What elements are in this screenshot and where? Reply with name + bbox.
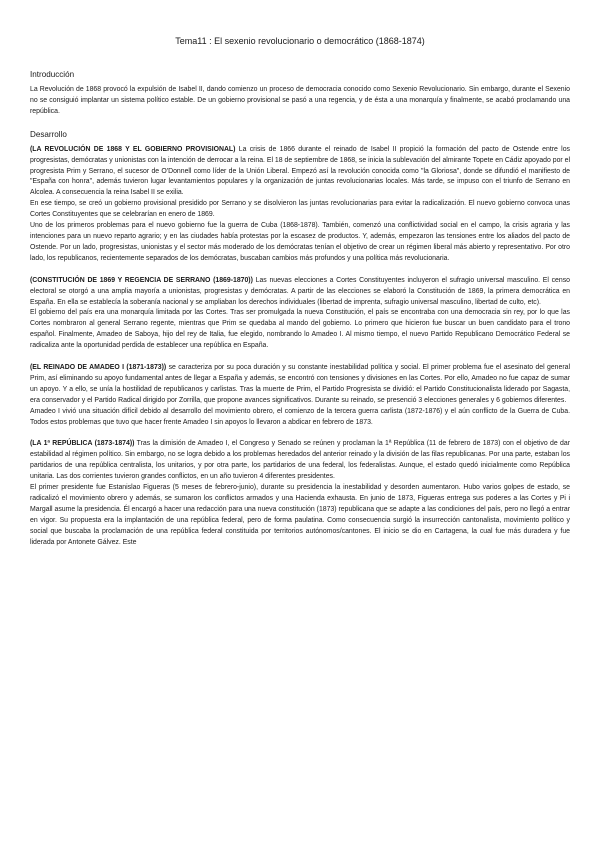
section-2-paragraph-1 [30, 276, 570, 309]
section-2-paragraph-2: El gobierno del país era una monarquía limitada por las Cortes. Tras ser promulgada la nueva Constitución, el país se encontraba con una democracia sin rey, por lo que las Cortes nombraron al general Serrano regente, mientras que Prim se quedaba al mando del gobierno. Lo primero que hicieron fue buscar un buen candidato para el trono español. Finalmente, Amadeo de Saboya, hijo del rey de Italia, fue elegido, nombrando lo Amadeo I. Al mismo tiempo, el nuevo Partido Republicano Democrático Federal se radicaliza ante la oportunidad perdida de establecer una república en España. [30, 309, 570, 350]
intro-heading: Introducción [30, 70, 75, 79]
document-title: Tema11 : El sexenio revolucionario o democrático (1868-1874) [175, 36, 425, 46]
section-3-paragraph-1 [30, 363, 570, 407]
section-4-lead: (LA 1ª REPÚBLICA (1873-1874)) [30, 440, 135, 448]
section-1-paragraph-2: En ese tiempo, se creó un gobierno provisional presidido por Serrano y se disolvieron las juntas revolucionarias para evitar la radicalización. El nuevo gobierno convoca unas Cortes Constituyentes que se celebrarían en enero de 1869. [30, 200, 570, 219]
section-3-text-1: se caracteriza por su poca duración y su constante inestabilidad política y social. El primer problema fue el asesinato del general Prim, así eliminando su apoyo fundamental antes de llegar a España y además, se encontró con tensiones y divisiones en las Cortes. Por ello, Amadeo no fue capaz de sumar un apoyo. Y a ello, se unía la hostilidad de republicanos y carlistas. Tras la muerte de Prim, el Partido Progresista se dividió: el Partido Constitucionalista liderado por Sagasta, era conservador y el Partido Radical dirigido por Zorrilla, que propone avances significativos. Durante su reinado, se presenció 3 elecciones generales y 6 gobiernos diferentes. [30, 364, 570, 404]
section-2-lead: (CONSTITUCIÓN DE 1869 Y REGENCIA DE SERRANO (1869-1870)) [30, 276, 253, 284]
section-3-paragraph-2: Amadeo I vivió una situación difícil debido al desarrollo del movimiento obrero, el comienzo de la tercera guerra carlista (1872-1876) y el aún conflicto de la Guerra de Cuba. Todos estos problemas que tuvo que hacer frente Amadeo I sin apoyos lo llevaron a abdicar en febrero de 1873. [30, 407, 570, 426]
development-heading: Desarrollo [30, 129, 67, 139]
section-3-lead: (EL REINADO DE AMADEO I (1871-1873)) [30, 364, 167, 372]
section-1-paragraph-1 [30, 145, 570, 200]
intro-paragraph: La Revolución de 1868 provocó la expulsión de Isabel II, dando comienzo un proceso de democracia conocido como Sexenio Revolucionario. Sin embargo, durante el Sexenio no se consiguió implantar un sistema político estable. De un gobierno provisional se pasó a una regencia, y de ésta a una monarquía y finalmente, se acabó proclamando una república. [30, 86, 570, 115]
section-4-paragraph-1 [30, 439, 570, 483]
section-1-lead: (LA REVOLUCIÓN DE 1868 Y EL GOBIERNO PROVISIONAL) [30, 145, 236, 153]
section-4-text-1: Tras la dimisión de Amadeo I, el Congreso y Senado se reúnen y proclaman la 1ª República (11 de febrero de 1873) con el objetivo de dar estabilidad al régimen político. Sin embargo, no se logra debido a los problemas heredados del anterior reinado y la división de las filas republicanas. Por una parte, estaban los partidarios de una república centralista, los unitarios, y por otra parte, los partidarios de una federal, los federalistas. Aunque, el estado quedó inicialmente como República unitaria. Las dos corrientes tuvieron grandes conflictos, en un año tuvieron 4 diferentes presidentes. [30, 440, 570, 481]
section-1-paragraph-3: Uno de los primeros problemas para el nuevo gobierno fue la guerra de Cuba (1868-1878). También, comenzó una conflictividad social en el campo, la crisis agraria y las intenciones para un nuevo reparto agrario; y en las ciudades había protestas por la escasez de productos. Y, además, empezaron las tensiones entre los aliados del pacto de Ostende. Por un lado, progresistas, unionistas y el sector más moderado de los demócratas tenían el objetivo de crear un régimen liberal más abierto y representativo. Por otro lado, los republicanos, recientemente separados de los demócratas, buscaban cambios más profundos y una política más revolucionaria. [30, 222, 570, 262]
section-4-paragraph-2: El primer presidente fue Estanislao Figueras (5 meses de febrero-junio), durante su presidencia la inestabilidad y desorden aumentaron. Hubo varios golpes de estado, se radicalizó el movimiento obrero y además, se sumaron los conflictos armados y una Hacienda exhausta. En junio de 1873, Figueras entrega sus poderes a las Cortes y Pi i Margall asume la presidencia. Él encargó a hacer una redacción para una nueva constitución (1873) republicana que se adapte a las condiciones del país, pero no llegó a entrar en vigor. Su propuesta era la implantación de una república federal, pero de forma paulatina. Como consecuencia surgió la insurrección cantonalista, movimiento político y social que buscaba la proclamación de una república federal constituida por territorios autónomos/cantones. El inicio se dio en Cartagena, la cual fue más duradera y fue liderada por Antonete Gálvez. Este [30, 484, 570, 546]
section-2-text-1: Las nuevas elecciones a Cortes Constituyentes incluyeron el sufragio universal masculino. El censo electoral se otorgó a una amplia mayoría a unionistas, progresistas y demócratas. A partir de las elecciones se elaboró la Constitución de 1869, la primera democrática en España. En ella se establecía la soberanía nacional y se ampliaban los derechos individuales (libertad de imprenta, sufragio universal masculino, libertad de culto, etc). [30, 276, 570, 306]
section-1-text-1: La crisis de 1866 durante el reinado de Isabel II propició la formación del pacto de Ostende entre los progresistas, demócratas y unionistas con la intención de derrocar a la reina. El 18 de septiembre de 1868, se inicia la sublevación del almirante Topete en Cádiz apoyado por el progresista Prim y Serrano, el sucesor de O'Donnell como líder de la Unión Liberal. Empezó así la revolución conocida como "la Gloriosa", donde se difundió el manifiesto de "España con honra", además tuvieron lugar levantamientos populares y la organización de juntas revolucionarias locales. Más tarde, se impuso con el triunfo de Serrano en Alcolea. A consecuencia la reina Isabel II se exilia. [30, 145, 570, 197]
